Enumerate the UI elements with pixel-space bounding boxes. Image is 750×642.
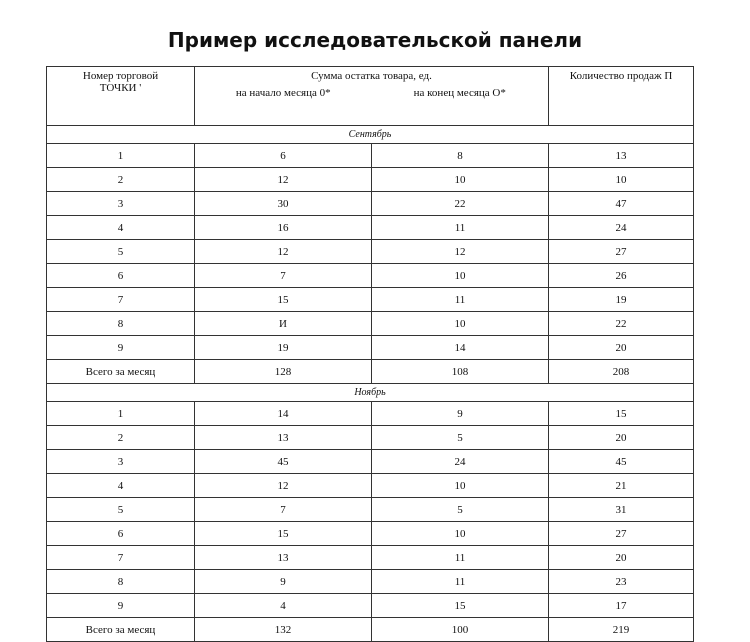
stock-start-cell: 45 bbox=[195, 450, 372, 474]
stock-end-cell: 24 bbox=[372, 450, 549, 474]
stock-end-cell: 11 bbox=[372, 216, 549, 240]
sales-count-cell: 45 bbox=[549, 450, 694, 474]
table-row bbox=[47, 336, 694, 360]
sales-count-cell: 22 bbox=[549, 312, 694, 336]
stock-start-cell: 12 bbox=[195, 240, 372, 264]
point-number-cell: 5 bbox=[47, 240, 195, 264]
month-row bbox=[47, 126, 694, 144]
table-row bbox=[47, 474, 694, 498]
stock-start-cell: 128 bbox=[195, 360, 372, 384]
sales-count-cell: 21 bbox=[549, 474, 694, 498]
stock-end-cell: 8 bbox=[372, 144, 549, 168]
stock-start-cell: 12 bbox=[195, 168, 372, 192]
stock-end-cell: 10 bbox=[372, 312, 549, 336]
table-row bbox=[47, 144, 694, 168]
stock-start-cell: 30 bbox=[195, 192, 372, 216]
sales-count-cell: 19 bbox=[549, 288, 694, 312]
point-number-cell: 2 bbox=[47, 426, 195, 450]
header-stock-sum: Сумма остатка товара, ед. bbox=[195, 67, 549, 86]
total-row bbox=[47, 618, 694, 642]
month-row bbox=[47, 384, 694, 402]
stock-end-cell: 10 bbox=[372, 264, 549, 288]
point-number-cell: 8 bbox=[47, 570, 195, 594]
point-number-cell: 2 bbox=[47, 168, 195, 192]
sales-count-cell: 13 bbox=[549, 144, 694, 168]
sales-count-cell: 27 bbox=[549, 522, 694, 546]
stock-end-cell: 5 bbox=[372, 498, 549, 522]
table-row bbox=[47, 402, 694, 426]
stock-end-cell: 10 bbox=[372, 168, 549, 192]
stock-start-cell: И bbox=[195, 312, 372, 336]
stock-end-cell: 10 bbox=[372, 474, 549, 498]
point-number-cell: 3 bbox=[47, 192, 195, 216]
month-label: Ноябрь bbox=[47, 384, 694, 402]
point-number-cell: 4 bbox=[47, 216, 195, 240]
stock-start-cell: 4 bbox=[195, 594, 372, 618]
point-number-cell: 1 bbox=[47, 144, 195, 168]
total-row bbox=[47, 360, 694, 384]
header-point-number bbox=[47, 67, 195, 126]
header-end-of-month: на конец месяца О* bbox=[372, 85, 549, 126]
sales-count-cell: 26 bbox=[549, 264, 694, 288]
table-row bbox=[47, 498, 694, 522]
stock-end-cell: 15 bbox=[372, 594, 549, 618]
stock-end-cell: 14 bbox=[372, 336, 549, 360]
stock-start-cell: 132 bbox=[195, 618, 372, 642]
stock-start-cell: 12 bbox=[195, 474, 372, 498]
point-number-cell: 4 bbox=[47, 474, 195, 498]
header-row-1 bbox=[47, 67, 694, 86]
sales-count-cell: 208 bbox=[549, 360, 694, 384]
sales-count-cell: 27 bbox=[549, 240, 694, 264]
table-row bbox=[47, 168, 694, 192]
point-number-cell: 3 bbox=[47, 450, 195, 474]
stock-end-cell: 11 bbox=[372, 546, 549, 570]
research-panel-sheet bbox=[46, 66, 694, 636]
stock-start-cell: 14 bbox=[195, 402, 372, 426]
point-number-cell: Всего за месяц bbox=[47, 360, 195, 384]
stock-start-cell: 16 bbox=[195, 216, 372, 240]
table-row bbox=[47, 594, 694, 618]
stock-end-cell: 11 bbox=[372, 288, 549, 312]
table-row bbox=[47, 216, 694, 240]
header-point-line2: ТОЧКИ ' bbox=[99, 82, 142, 94]
stock-start-cell: 15 bbox=[195, 288, 372, 312]
point-number-cell: 7 bbox=[47, 288, 195, 312]
stock-end-cell: 11 bbox=[372, 570, 549, 594]
table-row bbox=[47, 450, 694, 474]
stock-start-cell: 9 bbox=[195, 570, 372, 594]
sales-count-cell: 17 bbox=[549, 594, 694, 618]
table-row bbox=[47, 288, 694, 312]
header-start-of-month: на начало месяца 0* bbox=[195, 85, 372, 126]
point-number-cell: Всего за месяц bbox=[47, 618, 195, 642]
sales-count-cell: 24 bbox=[549, 216, 694, 240]
stock-start-cell: 13 bbox=[195, 546, 372, 570]
point-number-cell: 7 bbox=[47, 546, 195, 570]
table-body bbox=[47, 67, 694, 642]
stock-start-cell: 15 bbox=[195, 522, 372, 546]
table-row bbox=[47, 522, 694, 546]
stock-end-cell: 108 bbox=[372, 360, 549, 384]
stock-end-cell: 100 bbox=[372, 618, 549, 642]
table-row bbox=[47, 240, 694, 264]
month-label: Сентябрь bbox=[47, 126, 694, 144]
point-number-cell: 9 bbox=[47, 336, 195, 360]
point-number-cell: 6 bbox=[47, 264, 195, 288]
table-row bbox=[47, 426, 694, 450]
sales-count-cell: 23 bbox=[549, 570, 694, 594]
sales-count-cell: 10 bbox=[549, 168, 694, 192]
stock-end-cell: 12 bbox=[372, 240, 549, 264]
stock-start-cell: 19 bbox=[195, 336, 372, 360]
point-number-cell: 6 bbox=[47, 522, 195, 546]
stock-end-cell: 9 bbox=[372, 402, 549, 426]
table-row bbox=[47, 570, 694, 594]
header-point-line1: Номер торговой bbox=[82, 70, 159, 82]
sales-count-cell: 20 bbox=[549, 336, 694, 360]
page-title: Пример исследовательской панели bbox=[167, 28, 583, 52]
sales-count-cell: 20 bbox=[549, 426, 694, 450]
point-number-cell: 9 bbox=[47, 594, 195, 618]
stock-end-cell: 10 bbox=[372, 522, 549, 546]
sales-count-cell: 219 bbox=[549, 618, 694, 642]
stock-start-cell: 7 bbox=[195, 264, 372, 288]
stock-start-cell: 7 bbox=[195, 498, 372, 522]
table-row bbox=[47, 546, 694, 570]
point-number-cell: 5 bbox=[47, 498, 195, 522]
point-number-cell: 8 bbox=[47, 312, 195, 336]
header-sales-count: Количество продаж П bbox=[549, 67, 694, 126]
point-number-cell: 1 bbox=[47, 402, 195, 426]
sales-count-cell: 15 bbox=[549, 402, 694, 426]
stock-end-cell: 22 bbox=[372, 192, 549, 216]
table-row bbox=[47, 264, 694, 288]
stock-start-cell: 6 bbox=[195, 144, 372, 168]
table-row bbox=[47, 312, 694, 336]
sales-count-cell: 31 bbox=[549, 498, 694, 522]
stock-end-cell: 5 bbox=[372, 426, 549, 450]
stock-start-cell: 13 bbox=[195, 426, 372, 450]
sales-count-cell: 47 bbox=[549, 192, 694, 216]
sales-count-cell: 20 bbox=[549, 546, 694, 570]
research-panel-table bbox=[46, 66, 694, 642]
table-row bbox=[47, 192, 694, 216]
